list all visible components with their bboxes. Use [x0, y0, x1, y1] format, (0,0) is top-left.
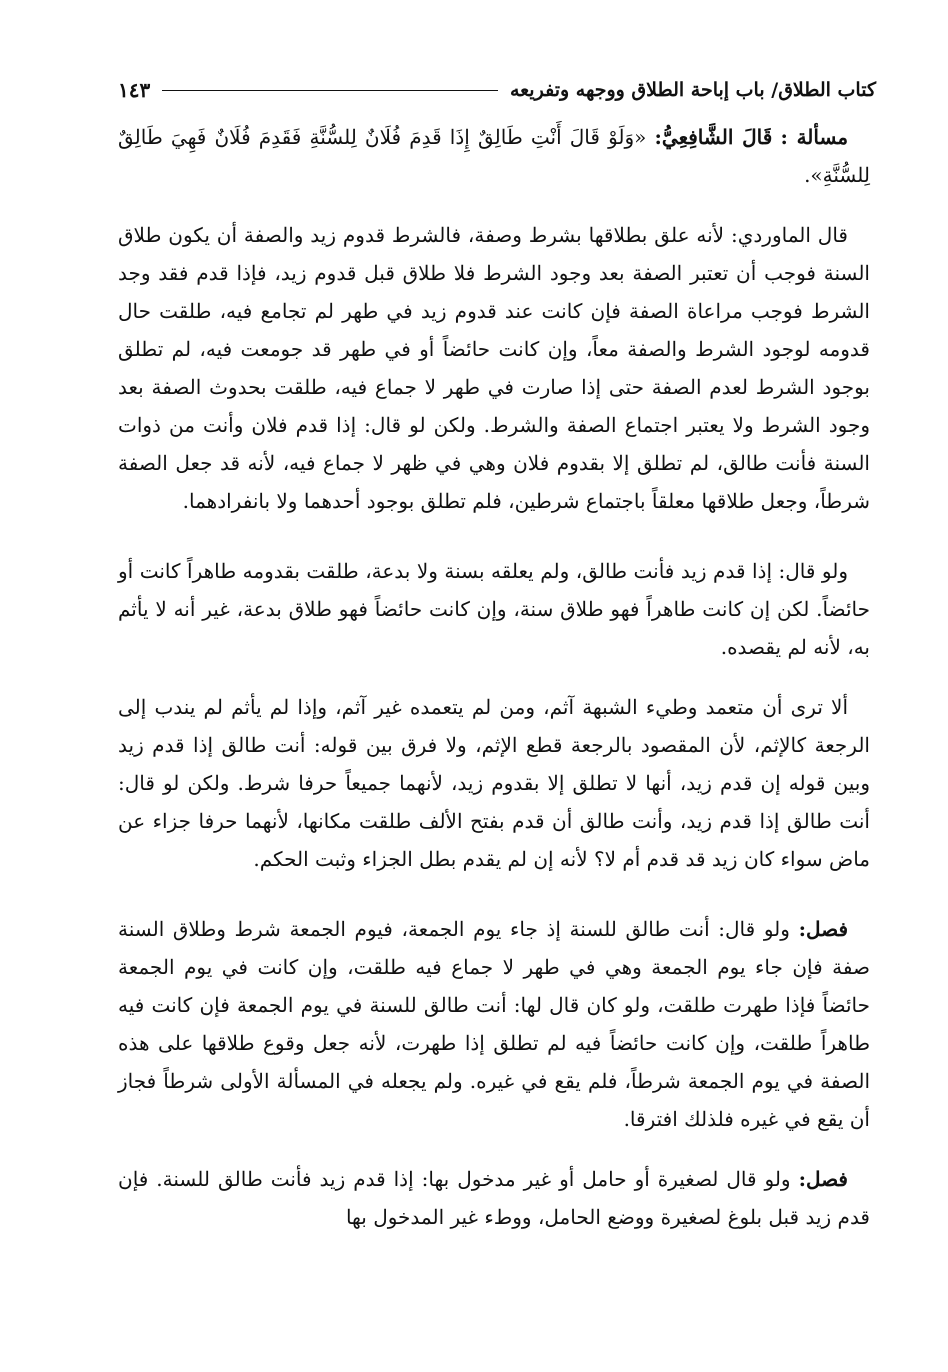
running-header — [118, 70, 876, 110]
fasl-paragraph-1 — [118, 910, 870, 1138]
fasl-label: فصل: — [798, 917, 849, 941]
fasl-paragraph-2 — [118, 1160, 870, 1236]
commentary-paragraph-3: ألا ترى أن متعمد وطيء الشبهة آثم، ومن لم يتعمده غير آثم، وإذا لم يأثم لم يندب إلى الرجعة كالإثم، لأن المقصود بالرجعة قطع الإثم، ولا فرق بين قوله: أنت طالق إذا قدم زيد وبين قوله إن قدم زيد، أنها لا تطلق إلا بقدوم زيد، لأنهما جميعاً حرفا شرط. ولكن لو قال: أنت طالق إذا قدم زيد، وأنت طالق أن قدم بفتح الألف طلقت مكانها، لأنهما حرفا جزاء عن ماض سواء كان زيد قد قدم أم لا؟ لأنه إن لم يقدم بطل الجزاء وثبت الحكم. — [118, 695, 870, 871]
commentary-paragraph-2: ولو قال: إذا قدم زيد فأنت طالق، ولم يعلقه بسنة ولا بدعة، طلقت بقدومه طاهراً كانت أو حائضاً. لكن إن كانت طاهراً فهو طلاق سنة، وإن كانت حائضاً فهو طلاق بدعة، غير أنه لا يأثم به، لأنه لم يقصده. — [118, 559, 870, 659]
masala-paragraph — [118, 118, 870, 194]
fasl-label: فصل: — [798, 1167, 848, 1191]
fasl-text: ولو قال لصغيرة أو حامل أو غير مدخول بها: إذا قدم زيد فأنت طالق للسنة. فإن قدم زيد قبل بلوغ لصغيرة ووضع الحامل، ووطء غير المدخول بها — [118, 1167, 870, 1229]
chapter-title: كتاب الطلاق/ باب إباحة الطلاق ووجهه وتفريعه — [509, 79, 876, 101]
quoted-text: «وَلَوْ قَالَ أَنْتِ طَالِقٌ إِذَا قَدِمَ فُلَانٌ لِلسُّنَّةِ فَقَدِمَ فُلَانٌ فَهِيَ طَالِقٌ لِلسُّنَّةِ». — [118, 125, 870, 187]
header-rule — [162, 90, 498, 91]
speaker-name: قَالَ الشَّافِعِيُّ: — [654, 125, 773, 149]
page-body — [118, 118, 870, 1258]
page-number: ١٤٣ — [118, 78, 151, 102]
masala-label: مسألة : — [780, 125, 849, 149]
fasl-text: ولو قال: أنت طالق للسنة إذ جاء يوم الجمعة، فيوم الجمعة شرط وطلاق السنة صفة فإن جاء يوم الجمعة وهي في طهر لا جماع فيه طلقت، وإن كانت في يوم الجمعة حائضاً فإذا طهرت طلقت، ولو كان قال لها: أنت طالق للسنة في يوم الجمعة فإن كانت فيه طاهراً طلقت، وإن كانت حائضاً فيه لم تطلق إذا طهرت، لأنه جعل وقوع طلاقها على هذه الصفة في يوم الجمعة شرطاً، فلم يقع في غيره. ولم يجعله في المسألة الأولى شرطاً فجاز أن يقع في غيره فلذلك افترقا. — [118, 917, 871, 1131]
commentary-paragraph-1: قال الماوردي: لأنه علق بطلاقها بشرط وصفة، فالشرط قدوم زيد والصفة أن يكون طلاق السنة فوجب أن تعتبر الصفة بعد وجود الشرط فلا طلاق قبل قدوم زيد، فإذا قدم فقد وجد الشرط فوجب مراعاة الصفة فإن كانت عند قدوم زيد في طهر لم تجامع فيه، طلقت حال قدومه لوجود الشرط والصفة معاً، وإن كانت حائضاً أو في طهر قد جومعت فيه، لم تطلق بوجود الشرط لعدم الصفة حتى إذا صارت في طهر لا جماع فيه، طلقت بحدوث الصفة بعد وجود الشرط ولا يعتبر اجتماع الصفة والشرط. ولكن لو قال: إذا قدم فلان وأنت من ذوات السنة فأنت طالق، لم تطلق إلا بقدوم فلان وهي في ظهر لا جماع فيه، لأنه قد جعل الصفة شرطاً، وجعل طلاقها معلقاً باجتماع شرطين، فلم تطلق بوجود أحدهما ولا بانفرادهما. — [118, 223, 870, 513]
